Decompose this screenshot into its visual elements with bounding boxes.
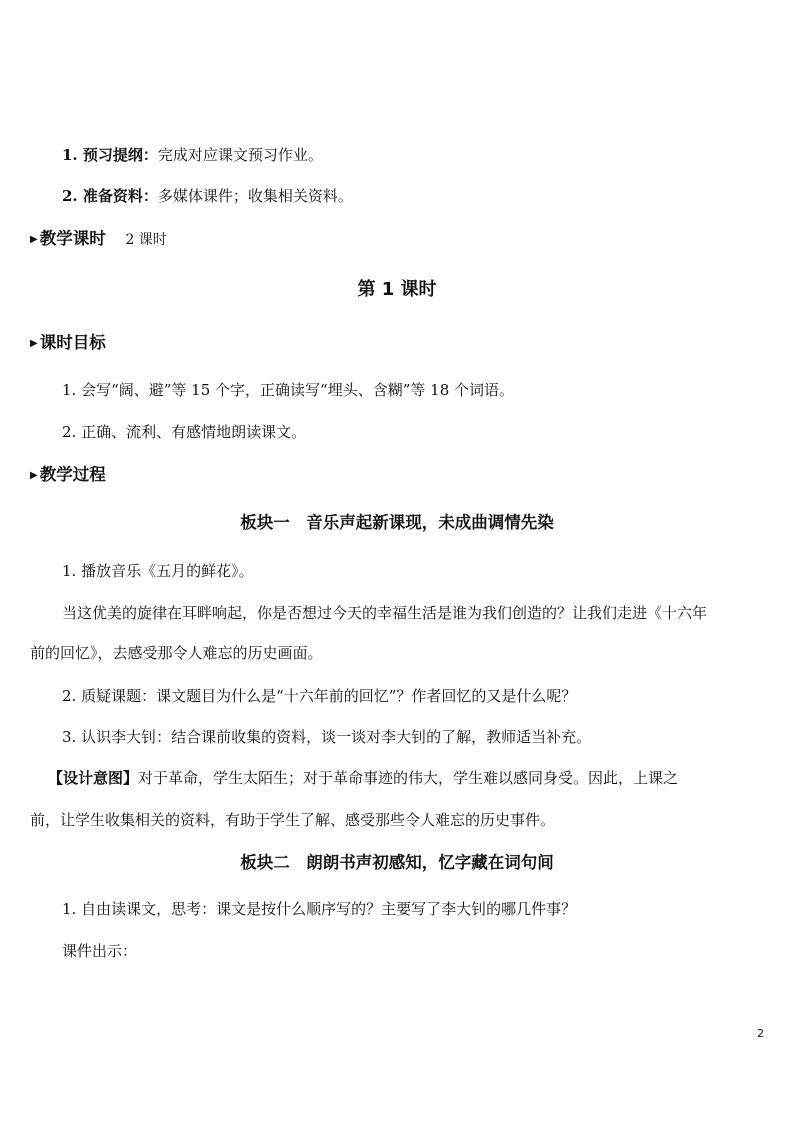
block2-title: 板块二 朗朗书声初感知，忆字藏在词句间 [240,853,554,872]
objectives-label: 课时目标 [39,333,106,352]
teaching-hours-value: 2 课时 [125,232,167,248]
triangle-right-icon: ▶ [30,234,38,245]
block1-paragraph: 前的回忆》，去感受那令人难忘的历史画面。 [30,644,323,662]
block1-paragraph: 当这优美的旋律在耳畔响起，你是否想过今天的幸福生活是谁为我们创造的？让我们走进《十六年 [62,604,708,622]
block1-title: 板块一 音乐声起新课现，未成曲调情先染 [240,513,554,532]
prep-item-1 [62,145,323,165]
objective-item: 1. 会写“阔、避”等 15 个字，正确读写“埋头、含糊”等 18 个词语。 [62,381,515,399]
process-heading [30,465,106,486]
prep-item-1-text: 完成对应课文预习作业。 [157,146,323,164]
design-intent-text: 对于革命，学生太陌生；对于革命事迹的伟大，学生难以感同身受。因此，上课之 [138,769,679,787]
block2-paragraph: 1. 自由读课文，思考：课文是按什么顺序写的？主要写了李大钊的哪几件事？ [62,900,577,918]
teaching-hours-heading [30,229,167,250]
teaching-hours-label: 教学课时 [39,229,106,248]
block1-paragraph: 2. 质疑课题：课文题目为什么是“十六年前的回忆”？作者回忆的又是什么呢？ [62,687,577,705]
process-label: 教学过程 [39,465,106,484]
triangle-right-icon: ▶ [30,338,38,349]
objectives-heading [30,333,106,354]
lesson-title: 第 1 课时 [357,279,437,300]
triangle-right-icon: ▶ [30,470,38,481]
prep-item-2 [62,186,353,206]
block2-paragraph: 课件出示： [62,942,138,960]
page-number: 2 [757,1027,764,1040]
design-intent-note-cont: 前，让学生收集相关的资料，有助于学生了解、感受那些令人难忘的历史事件。 [30,811,556,829]
prep-item-2-label: 2. 准备资料： [62,187,158,205]
prep-item-1-label: 1. 预习提纲： [62,146,158,164]
design-intent-note [48,768,678,788]
block1-paragraph: 1. 播放音乐《五月的鲜花》。 [62,562,254,580]
design-intent-label: 【设计意图】 [48,769,139,787]
prep-item-2-text: 多媒体课件；收集相关资料。 [157,187,353,205]
block1-paragraph: 3. 认识李大钊：结合课前收集的资料，谈一谈对李大钊的了解，教师适当补充。 [62,728,592,746]
objective-item: 2. 正确、流利、有感情地朗读课文。 [62,423,307,441]
